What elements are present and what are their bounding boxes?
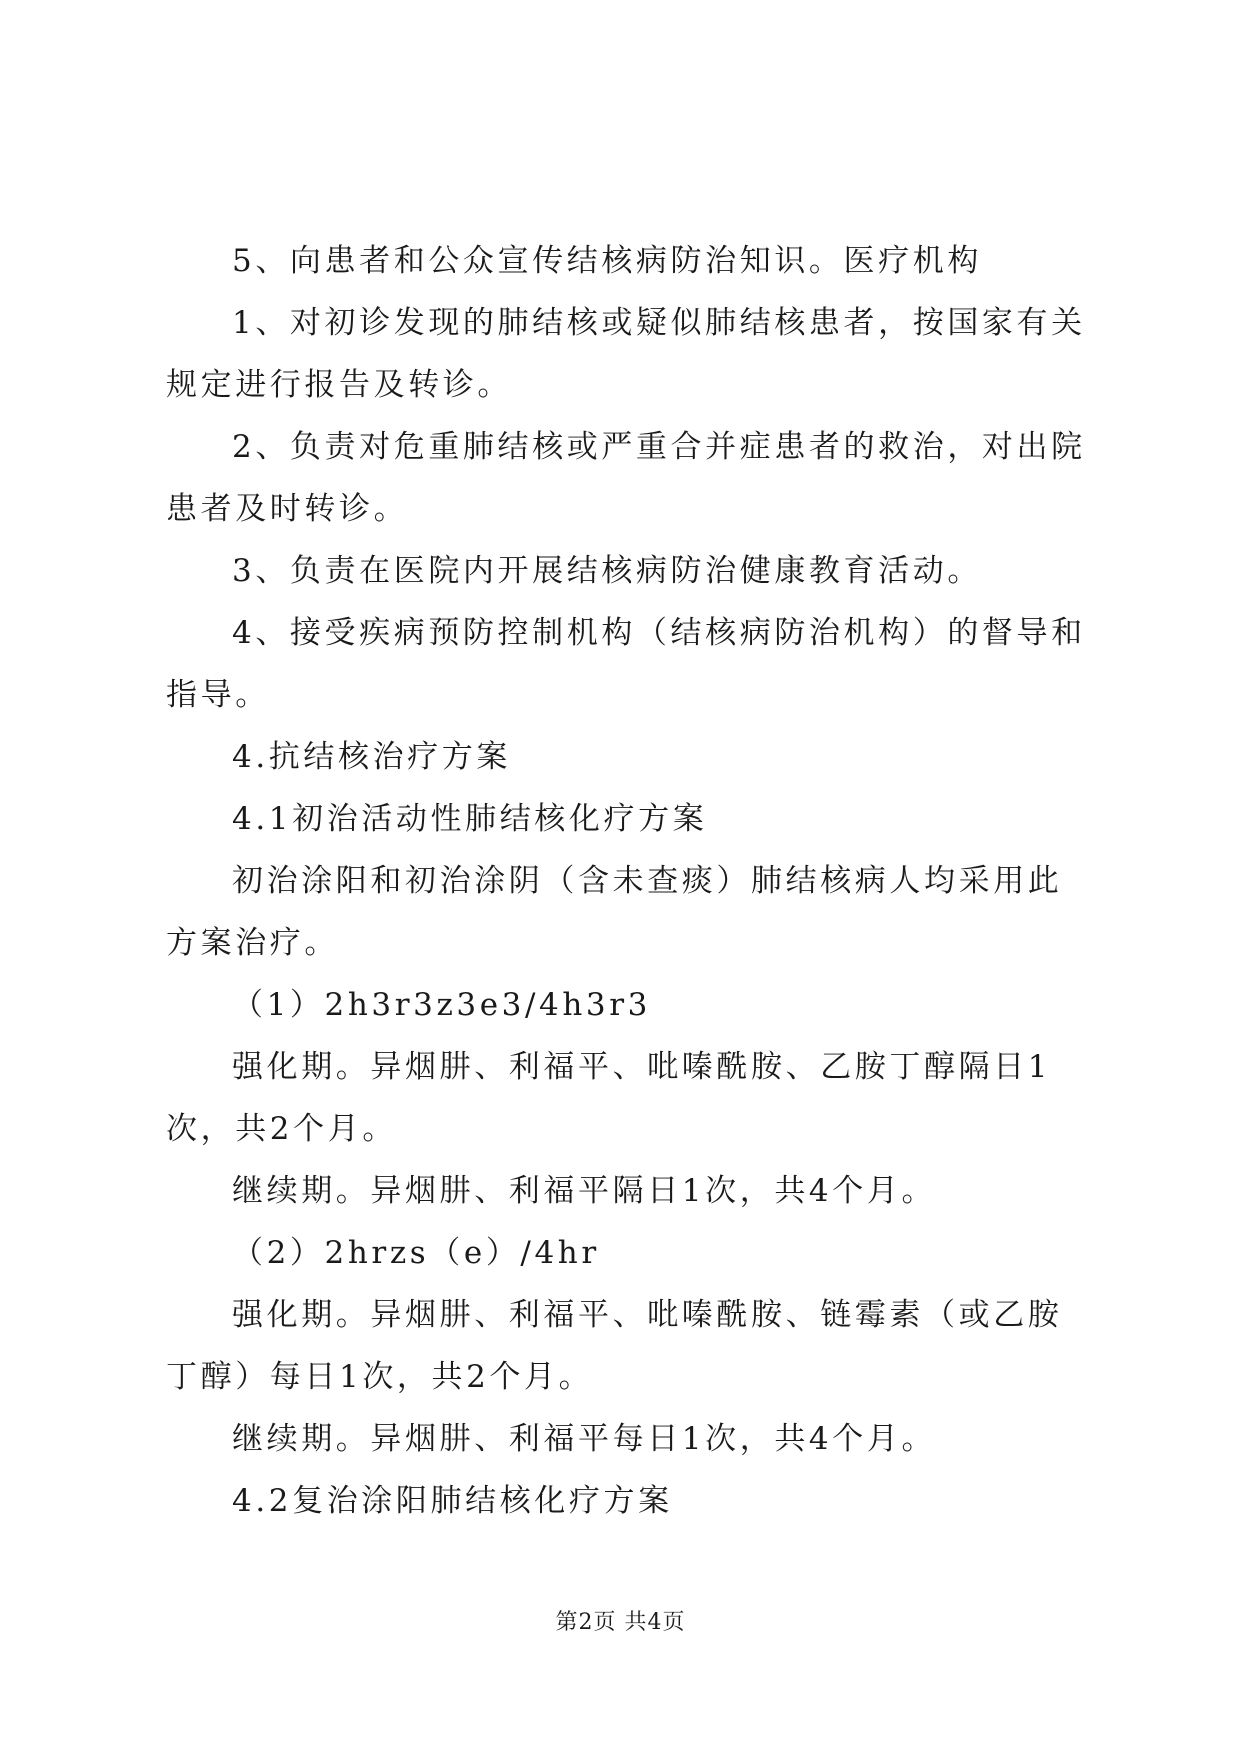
page-number-label: 第2页 共4页 xyxy=(555,1610,686,1635)
paragraph-10: 强化期。异烟肼、利福平、吡嗪酰胺、乙胺丁醇隔日1次，共2个月。 xyxy=(166,1049,1052,1147)
paragraph-11: 继续期。异烟肼、利福平隔日1次，共4个月。 xyxy=(232,1173,937,1209)
paragraph-13: 强化期。异烟肼、利福平、吡嗪酰胺、链霉素（或乙胺丁醇）每日1次，共2个月。 xyxy=(166,1297,1063,1395)
regimen-1-formula: （1）2h3r3z3e3/4h3r3 xyxy=(232,987,651,1023)
section-heading-4: 4.抗结核治疗方案 xyxy=(232,739,511,775)
section-heading-4-2: 4.2复治涂阳肺结核化疗方案 xyxy=(232,1483,673,1519)
paragraph-8: 初治涂阳和初治涂阴（含未查痰）肺结核病人均采用此方案治疗。 xyxy=(166,863,1063,961)
page-footer xyxy=(0,1605,1241,1636)
section-heading-4-1: 4.1初治活动性肺结核化疗方案 xyxy=(232,801,708,837)
document-body xyxy=(166,230,1088,1532)
paragraph-1: 5、向患者和公众宣传结核病防治知识。医疗机构 xyxy=(232,243,982,279)
paragraph-14: 继续期。异烟肼、利福平每日1次，共4个月。 xyxy=(232,1421,937,1457)
paragraph-5: 4、接受疾病预防控制机构（结核病防治机构）的督导和指导。 xyxy=(166,615,1086,713)
paragraph-3: 2、负责对危重肺结核或严重合并症患者的救治，对出院患者及时转诊。 xyxy=(166,429,1086,527)
regimen-2-formula: （2）2hrzs（e）/4hr xyxy=(232,1235,600,1271)
paragraph-4: 3、负责在医院内开展结核病防治健康教育活动。 xyxy=(232,553,982,589)
paragraph-2: 1、对初诊发现的肺结核或疑似肺结核患者，按国家有关规定进行报告及转诊。 xyxy=(166,305,1086,403)
